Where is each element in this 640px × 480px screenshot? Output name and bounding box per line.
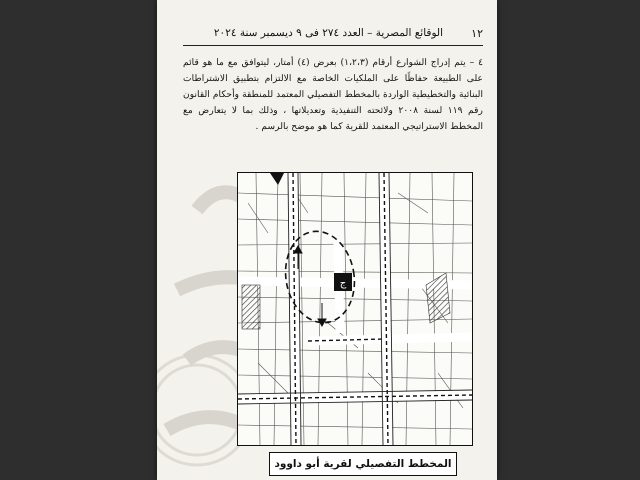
body-paragraph bbox=[183, 55, 483, 135]
map-label: ج bbox=[339, 278, 347, 289]
paragraph-text: ٤ – يتم إدراج الشوارع أرقام (١،٢،٣) بعرض (٤) أمتار، ليتوافق مع ما هو قائم على الطبيعة حفاظًا على الملكيات الخاصة مع الالتزام بتطبيق الاشتراطات البنائية والتخطيطية الواردة بالمخطط التفصيلي المعتمد للمنطقة وأحكام القانون رقم ١١٩ لسنة ٢٠٠٨ ولائحته التنفيذية وتعديلاتها ، وذلك بما لا يتعارض مع المخطط الاستراتيجي المعتمد للقرية كما هو موضح بالرسم . bbox=[183, 57, 483, 132]
detailed-plan-map bbox=[237, 172, 473, 446]
map-drawing bbox=[238, 173, 472, 445]
page-header bbox=[183, 27, 483, 46]
header-title: الوقائع المصرية – العدد ٢٧٤ فى ٩ ديسمبر سنة ٢٠٢٤ bbox=[213, 27, 443, 39]
document-page bbox=[157, 0, 497, 480]
page-number: ١٢ bbox=[471, 27, 483, 40]
map-caption: المخطط التفصيلي لقرية أبو داوود bbox=[269, 452, 457, 476]
